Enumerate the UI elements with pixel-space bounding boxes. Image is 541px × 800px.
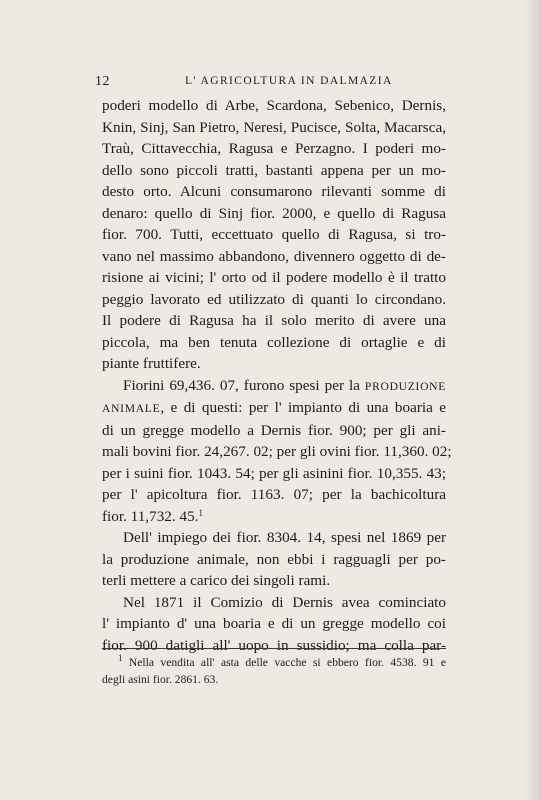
text-line: per l' apicoltura fior. 1163. 07; per la bachicoltura: [102, 486, 446, 503]
page-header: [95, 74, 465, 90]
text-line: piccola, ma ben tenuta collezione di ortaglie e di: [102, 333, 446, 351]
text-line: Il podere di Ragusa ha il solo merito di avere una: [102, 312, 446, 329]
small-caps-text: PRODUZIONE: [364, 379, 446, 393]
page-edge-shadow: [525, 0, 541, 800]
small-caps-text: ANIMALE: [102, 402, 161, 415]
text-run: fior. 11,732. 45.: [102, 507, 199, 525]
footnotes: [102, 654, 446, 688]
text-line: vano nel massimo abbandono, divennero oggetto di de-: [102, 247, 446, 265]
footnote-marker: 1: [118, 653, 123, 663]
text-line: risione ai vicini; l' orto od il podere modello è il tratto: [102, 269, 446, 286]
text-line: mali bovini fior. 24,267. 02; per gli ovini fior. 11,360. 02;: [102, 443, 452, 460]
running-title: L' AGRICOLTURA IN DALMAZIA: [185, 75, 393, 87]
text-line: Traù, Cittavecchia, Ragusa e Perzagno. I poderi mo-: [102, 140, 446, 157]
text-line: fior. 900 datigli all' uopo in sussidio; ma colla par-: [102, 636, 446, 654]
text-line: fior. 700. Tutti, eccettuato quello di Ragusa, si tro-: [102, 226, 446, 243]
text-line: desto orto. Alcuni consumarono rilevanti somme di: [102, 183, 446, 200]
text-line: dello sono piccoli tratti, bastanti appena per un mo-: [102, 161, 446, 179]
text-line: la produzione animale, non ebbi i ragguagli per po-: [102, 550, 446, 568]
text-line: [102, 375, 446, 398]
footnote-line: [102, 654, 446, 671]
paragraph-1: [102, 95, 446, 375]
footnote-divider: [102, 648, 446, 649]
paragraph-2: [102, 375, 452, 528]
text-line: per i suini fior. 1043. 54; per gli asinini fior. 10,355. 43;: [102, 464, 446, 482]
text-line: terli mettere a carico dei singoli rami.: [102, 572, 331, 589]
text-line: [102, 506, 446, 528]
text-line: poderi modello di Arbe, Scardona, Sebenico, Dernis,: [102, 97, 446, 114]
footnote-reference[interactable]: 1: [198, 507, 203, 518]
page-number: 12: [95, 74, 110, 89]
text-line: Dell' impiego dei fior. 8304. 14, spesi nel 1869 per: [123, 529, 446, 546]
text-line: l' impianto d' una boaria e di un gregge modello coi: [102, 615, 446, 632]
text-line: di un gregge modello a Dernis fior. 900; per gli ani-: [102, 421, 446, 439]
paragraph-3: [102, 527, 446, 592]
footnote-line: degli asini fior. 2861. 63.: [102, 673, 219, 686]
body-text: [102, 95, 452, 656]
text-line: peggio lavorato ed utilizzato di quanti lo circondano.: [102, 290, 446, 308]
text-run: , e di questi: per l' impianto di una boaria e: [160, 399, 446, 416]
paragraph-4: [102, 592, 446, 657]
footnote-text: Nella vendita all' asta delle vacche si ebbero fior. 4538. 91 e: [128, 656, 447, 669]
text-line: Knin, Sinj, San Pietro, Neresi, Pucisce, Solta, Macarsca,: [102, 118, 446, 136]
text-run: Fiorini 69,436. 07, furono spesi per la: [123, 376, 365, 394]
text-line: denaro: quello di Sinj fior. 2000, e quello di Ragusa: [102, 204, 446, 222]
text-line: [102, 397, 446, 420]
text-line: Nel 1871 il Comizio di Dernis avea cominciato: [123, 593, 446, 611]
text-line: piante fruttifere.: [102, 355, 201, 372]
